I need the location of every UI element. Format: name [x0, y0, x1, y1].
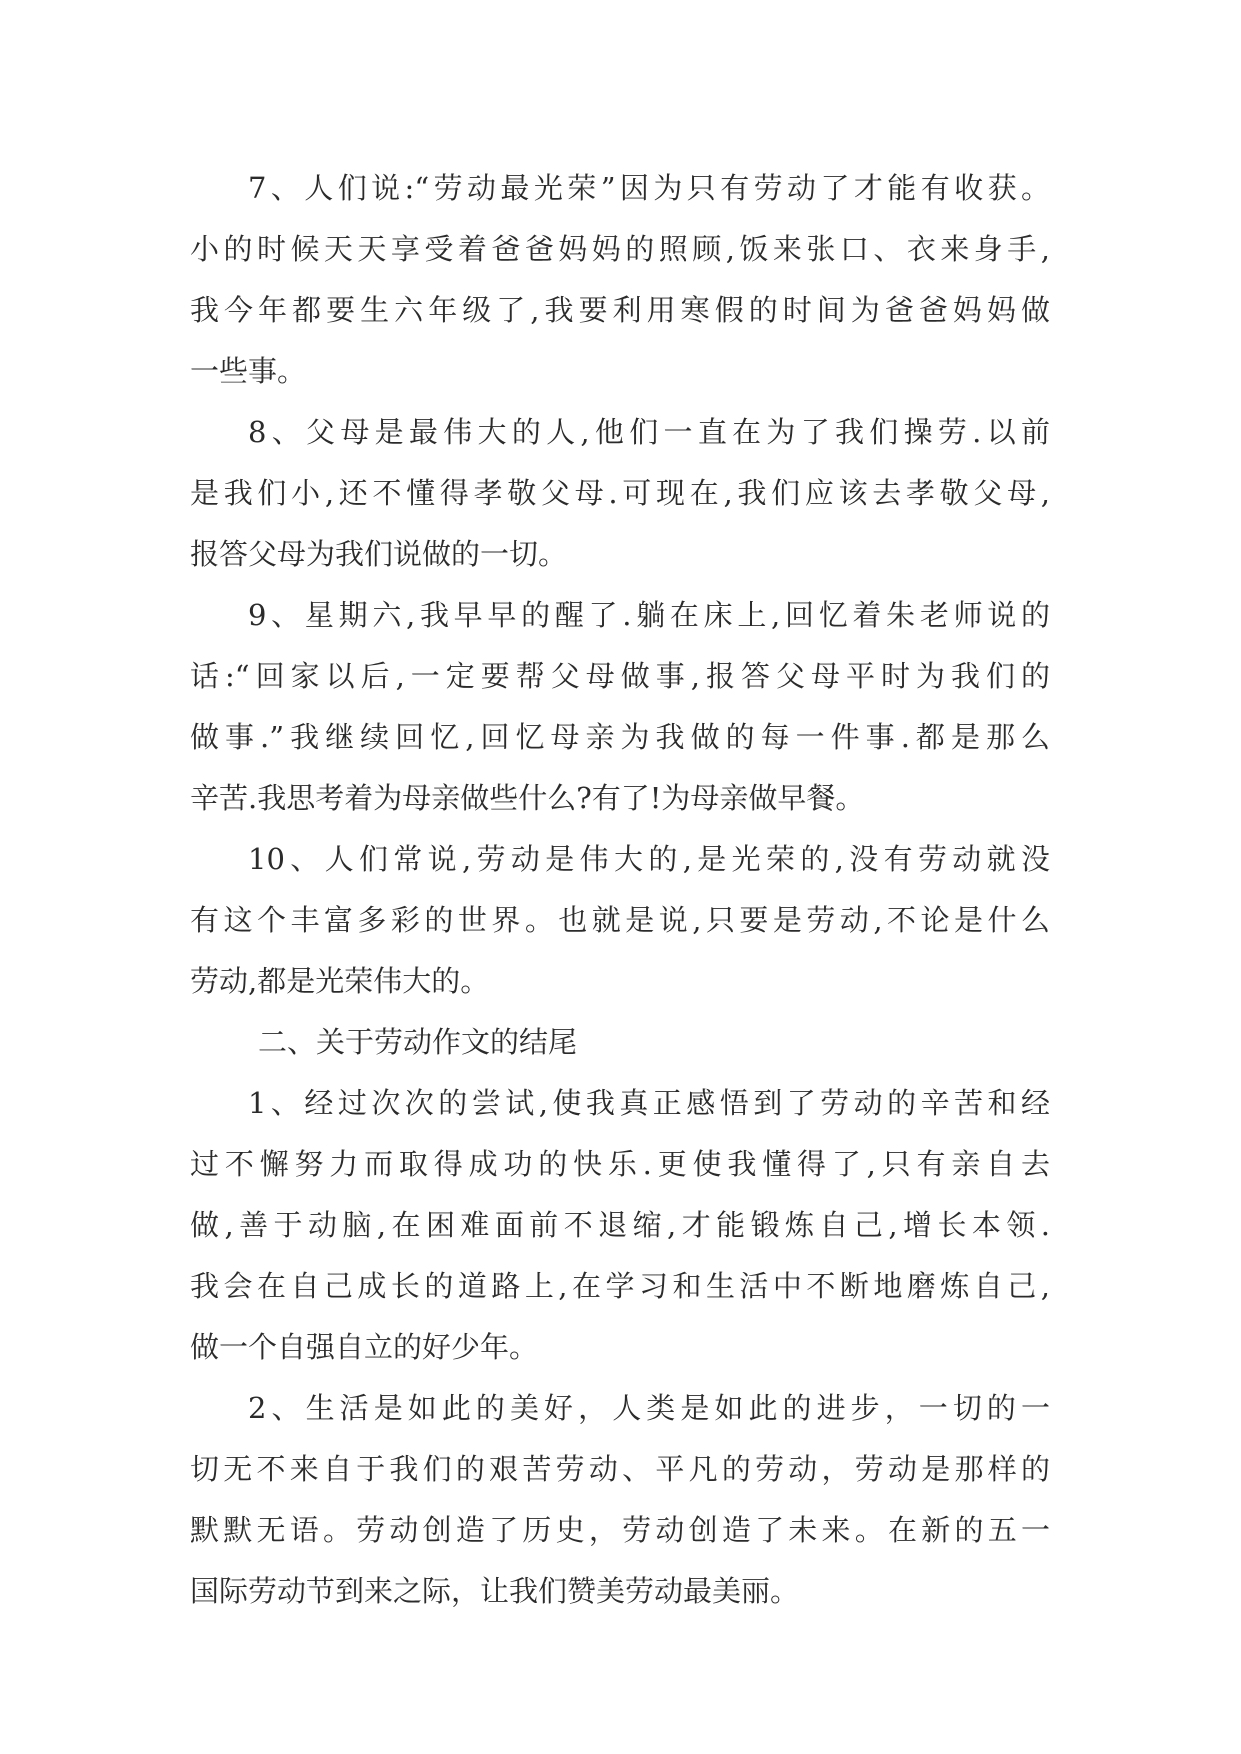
paragraph-line: 1、经过次次的尝试,使我真正感悟到了劳动的辛苦和经: [248, 1086, 1050, 1120]
paragraph-line: 默默无语。劳动创造了历史，劳动创造了未来。在新的五一: [190, 1513, 1050, 1547]
section-heading-text: 二、关于劳动作文的结尾: [258, 1025, 578, 1059]
paragraph-line: 话:“回家以后,一定要帮父母做事,报答父母平时为我们的: [190, 659, 1050, 693]
paragraph-9: [190, 585, 1050, 829]
paragraph-line: 做,善于动脑,在困难面前不退缩,才能锻炼自己,增长本领.: [190, 1208, 1050, 1242]
paragraph-line: 有这个丰富多彩的世界。也就是说,只要是劳动,不论是什么: [190, 903, 1050, 937]
paragraph-line: 8、父母是最伟大的人,他们一直在为了我们操劳.以前: [248, 415, 1050, 449]
paragraph-line: 一些事。: [190, 354, 307, 388]
paragraph-line: 小的时候天天享受着爸爸妈妈的照顾,饭来张口、衣来身手,: [190, 232, 1050, 266]
paragraph-line: 我会在自己成长的道路上,在学习和生活中不断地磨炼自己,: [190, 1269, 1050, 1303]
ending-paragraph-1: [190, 1073, 1050, 1378]
paragraph-line: 是我们小,还不懂得孝敬父母.可现在,我们应该去孝敬父母,: [190, 476, 1050, 510]
paragraph-line: 切无不来自于我们的艰苦劳动、平凡的劳动，劳动是那样的: [190, 1452, 1050, 1486]
paragraph-line: 我今年都要生六年级了,我要利用寒假的时间为爸爸妈妈做: [190, 293, 1050, 327]
paragraph-10: [190, 829, 1050, 1012]
paragraph-line: 9、星期六,我早早的醒了.躺在床上,回忆着朱老师说的: [248, 598, 1050, 632]
paragraph-line: 国际劳动节到来之际，让我们赞美劳动最美丽。: [190, 1574, 800, 1608]
paragraph-line: 过不懈努力而取得成功的快乐.更使我懂得了,只有亲自去: [190, 1147, 1050, 1181]
paragraph-7: [190, 158, 1050, 402]
paragraph-8: [190, 402, 1050, 585]
document-body: [190, 158, 1050, 1622]
paragraph-line: 报答父母为我们说做的一切。: [190, 537, 568, 571]
section-heading: [190, 1012, 1050, 1073]
paragraph-line: 2、生活是如此的美好，人类是如此的进步，一切的一: [248, 1391, 1050, 1425]
paragraph-line: 7、人们说:“劳动最光荣”因为只有劳动了才能有收获。: [248, 171, 1050, 205]
paragraph-line: 做事.”我继续回忆,回忆母亲为我做的每一件事.都是那么: [190, 720, 1050, 754]
paragraph-line: 劳动,都是光荣伟大的。: [190, 964, 490, 998]
ending-paragraph-2: [190, 1378, 1050, 1622]
paragraph-line: 辛苦.我思考着为母亲做些什么?有了!为母亲做早餐。: [190, 781, 865, 815]
paragraph-line: 做一个自强自立的好少年。: [190, 1330, 539, 1364]
paragraph-line: 10、人们常说,劳动是伟大的,是光荣的,没有劳动就没: [248, 842, 1050, 876]
